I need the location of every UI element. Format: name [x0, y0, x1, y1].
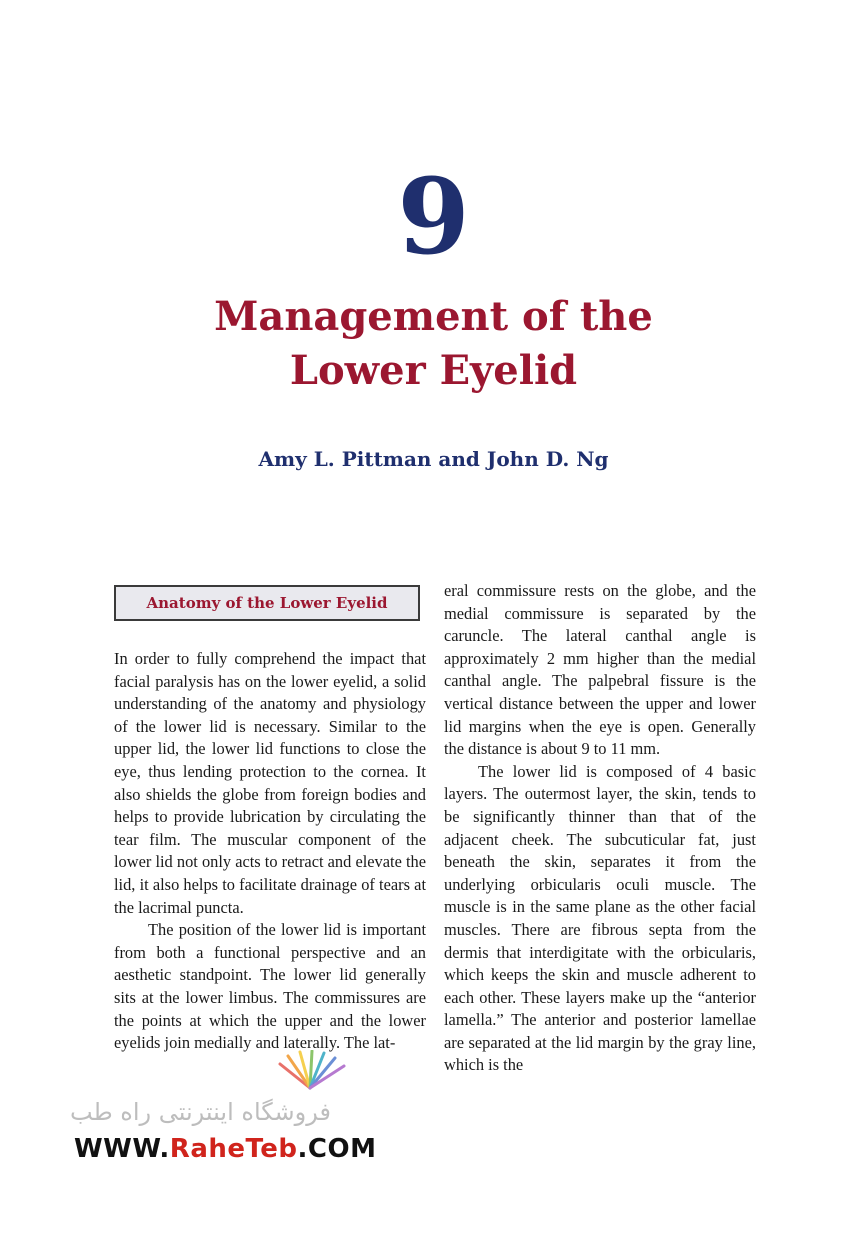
paragraph: The position of the lower lid is important from both a functional perspective and an aesthetic standpoint. The lower lid generally sits at the lower limbus. The commissures are the points at which the upper and the lower eyelids join medially and laterally. The lat- — [114, 920, 426, 1053]
section-heading: Anatomy of the Lower Eyelid — [146, 594, 388, 612]
watermark-persian-text: فروشگاه اینترنتی راه طب — [70, 1098, 331, 1126]
section-heading-box — [114, 585, 420, 621]
chapter-title-line-1: Management of the — [214, 293, 653, 340]
chapter-number: 9 — [397, 155, 470, 278]
chapter-title-line-2: Lower Eyelid — [289, 347, 578, 394]
body-column-right — [444, 580, 756, 1077]
watermark — [70, 1050, 377, 1170]
paragraph: In order to fully comprehend the impact that facial paralysis has on the lower eyelid, a solid understanding of the anatomy and physiology of the lower lid is necessary. Similar to the upper lid, the lower lid functions to close the eye, thus lending protection to the cornea. It also shields the globe from foreign bodies and helps to provide lubrication by circulating the tear film. The muscular component of the lower lid not only acts to retract and elevate the lid, it also helps to facilitate drainage of tears at the lacrimal puncta. — [114, 649, 426, 917]
fan-logo-icon — [260, 1050, 360, 1090]
watermark-url-brand: RaheTeb — [169, 1134, 298, 1164]
chapter-title — [0, 290, 867, 398]
watermark-url-suffix: .COM — [297, 1134, 377, 1164]
watermark-url-prefix: WWW. — [74, 1134, 170, 1164]
watermark-url — [74, 1134, 376, 1164]
paragraph: eral commissure rests on the globe, and the medial commissure is separated by the caruncle. The lateral canthal angle is approximately 2 mm higher than the medial canthal angle. The palpebral fissure is the vertical distance between the upper and lower lid margins when the eye is open. Generally the distance is about 9 to 11 mm. — [444, 581, 756, 759]
body-column-left — [114, 648, 426, 1055]
chapter-authors: Amy L. Pittman and John D. Ng — [258, 447, 609, 471]
paragraph: The lower lid is composed of 4 basic layers. The outermost layer, the skin, tends to be significantly thinner than that of the adjacent cheek. The subcuticular fat, just beneath the skin, separates it from the underlying orbicularis oculi muscle. The muscle is in the same plane as the other facial muscles. There are fibrous septa from the dermis that interdigitate with the orbicularis, which keeps the skin and muscle adherent to each other. These layers make up the “anterior lamella.” The anterior and posterior lamellae are separated at the lid margin by the gray line, which is the — [444, 761, 756, 1075]
